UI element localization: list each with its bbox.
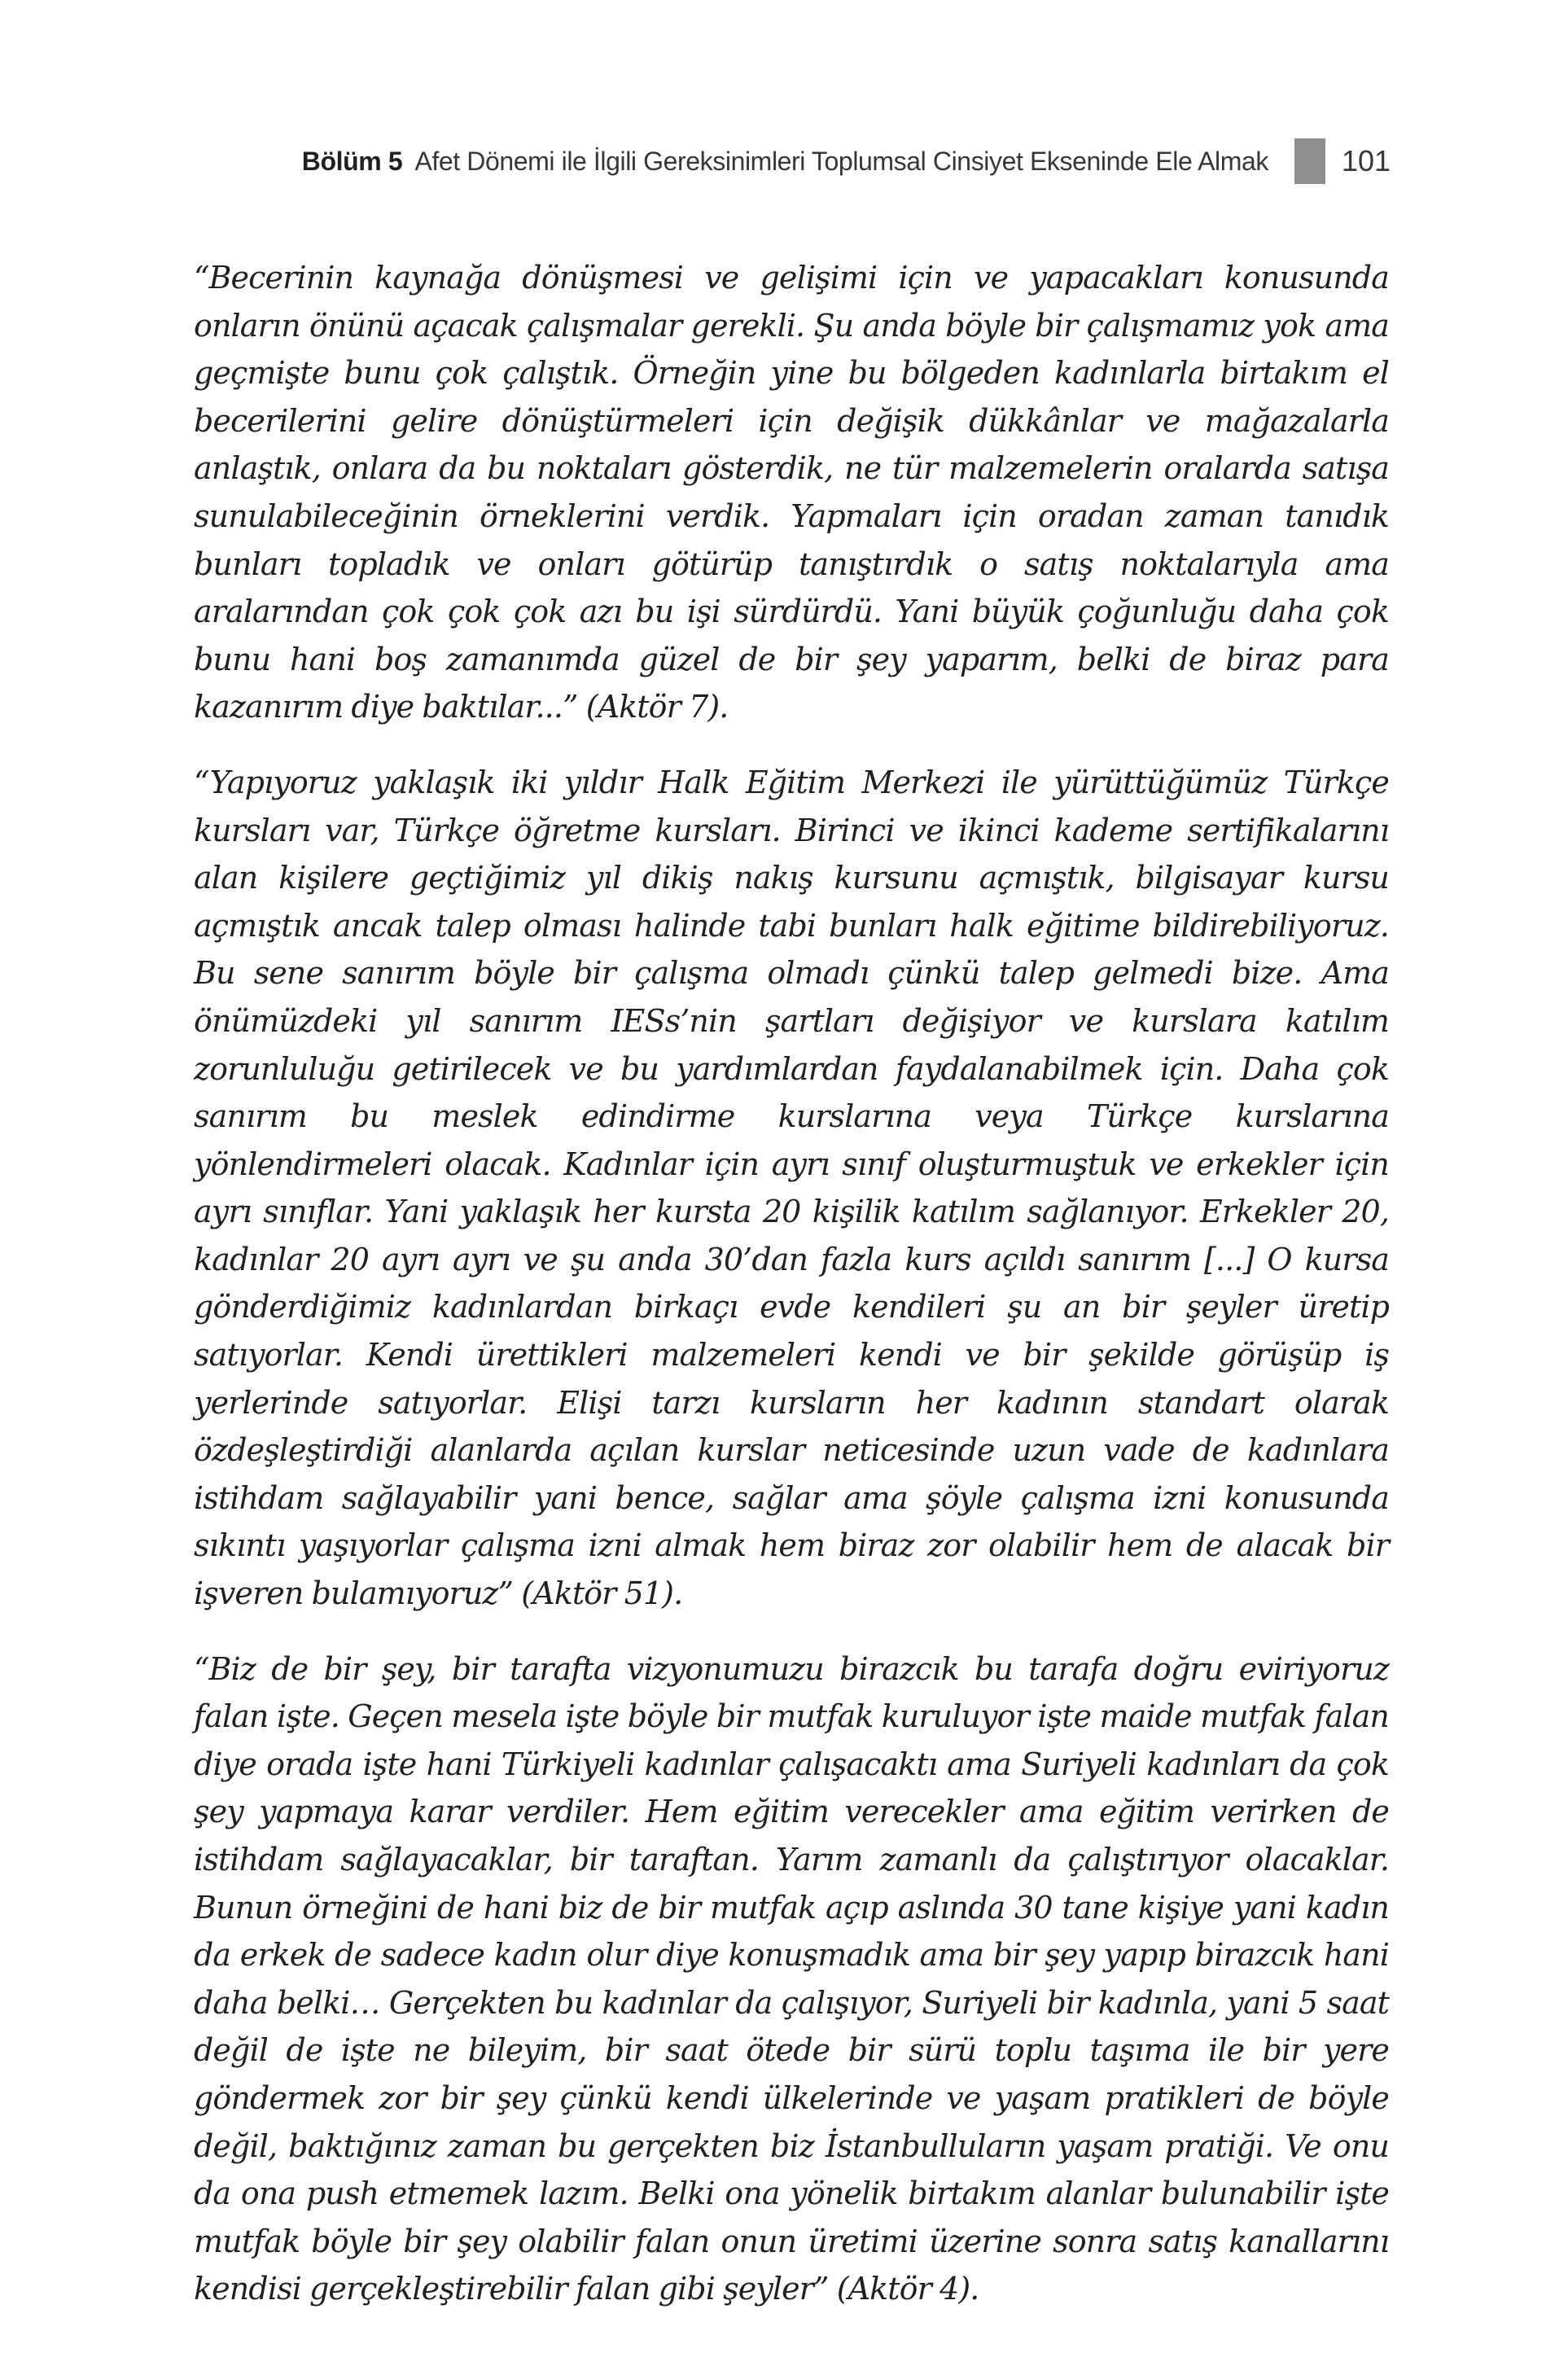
- page-number: 101: [1342, 144, 1391, 177]
- header-text: [302, 142, 1268, 181]
- chapter-title: Afet Dönemi ile İlgili Gereksinimleri Toplumsal Cinsiyet Ekseninde Ele Almak: [414, 147, 1268, 176]
- interview-quote: “Biz de bir şey, bir tarafta vizyonumuzu birazcık bu tarafa doğru eviriyoruz falan işte. Geçen mesela işte böyle bir mutfak kuruluyor işte maide mutfak falan diye orada işte hani Türkiyeli kadınlar çalışacaktı ama Suriyeli kadınları da çok şey yapmaya karar verdiler. Hem eğitim verecekler ama eğitim verirken de istihdam sağlayacaklar, bir taraftan. Yarım zamanlı da çalıştırıyor olacaklar. Bunun örneğini de hani biz de bir mutfak açıp aslında 30 tane kişiye yani kadın da erkek de sadece kadın olur diye konuşmadık ama bir şey yapıp birazcık hani daha belki… Gerçekten bu kadınlar da çalışıyor, Suriyeli bir kadınla, yani 5 saat değil de işte ne bileyim, bir saat ötede bir sürü toplu taşıma ile bir yere göndermek zor bir şey çünkü kendi ülkelerinde ve yaşam pratikleri de böyle değil, baktığınız zaman bu gerçekten biz İstanbulluların yaşam pratiği. Ve onu da ona push etmemek lazım. Belki ona yönelik birtakım alanlar bulunabilir işte mutfak böyle bir şey olabilir falan onun üretimi üzerine sonra satış kanallarını kendisi gerçekleştirebilir falan gibi şeyler” (Aktör 4).: [194, 1650, 1389, 2307]
- running-header: [0, 138, 1568, 186]
- interview-quote: “Becerinin kaynağa dönüşmesi ve gelişimi için ve yapacakları konusunda onların önünü açacak çalışmalar gerekli. Şu anda böyle bir çalışmamız yok ama geçmişte bunu çok çalıştık. Örneğin yine bu bölgeden kadınlarla birtakım el becerilerini gelire dönüştürmeleri için değişik dükkânlar ve mağazalarla anlaştık, onlara da bu noktaları gösterdik, ne tür malzemelerin oralarda satışa sunulabileceğinin örneklerini verdik. Yapmaları için oradan zaman tanıdık bunları topladık ve onları götürüp tanıştırdık o satış noktalarıyla ama aralarından çok çok çok azı bu işi sürdürdü. Yani büyük çoğunluğu daha çok bunu hani boş zamanımda güzel de bir şey yaparım, belki de biraz para kazanırım diye baktılar...” (Aktör 7).: [194, 260, 1389, 725]
- interview-quote: “Yapıyoruz yaklaşık iki yıldır Halk Eğitim Merkezi ile yürüttüğümüz Türkçe kursları var, Türkçe öğretme kursları. Birinci ve ikinci kademe sertifikalarını alan kişilere geçtiğimiz yıl dikiş nakış kursunu açmıştık, bilgisayar kursu açmıştık ancak talep olması halinde tabi bunları halk eğitime bildirebiliyoruz. Bu sene sanırım böyle bir çalışma olmadı çünkü talep gelmedi bize. Ama önümüzdeki yıl sanırım IESs’nin şartları değişiyor ve kurslara katılım zorunluluğu getirilecek ve bu yardımlardan faydalanabilmek için. Daha çok sanırım bu meslek edindirme kurslarına veya Türkçe kurslarına yönlendirmeleri olacak. Kadınlar için ayrı sınıf oluşturmuştuk ve erkekler için ayrı sınıflar. Yani yaklaşık her kursta 20 kişilik katılım sağlanıyor. Erkekler 20, kadınlar 20 ayrı ayrı ve şu anda 30’dan fazla kurs açıldı sanırım [...] O kursa gönderdiğimiz kadınlardan birkaçı evde kendileri şu an bir şeyler üretip satıyorlar. Kendi ürettikleri malzemeleri kendi ve bir şekilde görüşüp iş yerlerinde satıyorlar. Elişi tarzı kursların her kadının standart olarak özdeşleştirdiği alanlarda açılan kurslar neticesinde uzun vade de kadınlara istihdam sağlayabilir yani bence, sağlar ama şöyle çalışma izni konusunda sıkıntı yaşıyorlar çalışma izni almak hem biraz zor olabilir hem de alacak bir işveren bulamıyoruz” (Aktör 51).: [194, 764, 1389, 1612]
- header-bar-marker: [1294, 138, 1325, 184]
- page-body: [194, 254, 1389, 2341]
- chapter-label: Bölüm 5: [301, 147, 403, 176]
